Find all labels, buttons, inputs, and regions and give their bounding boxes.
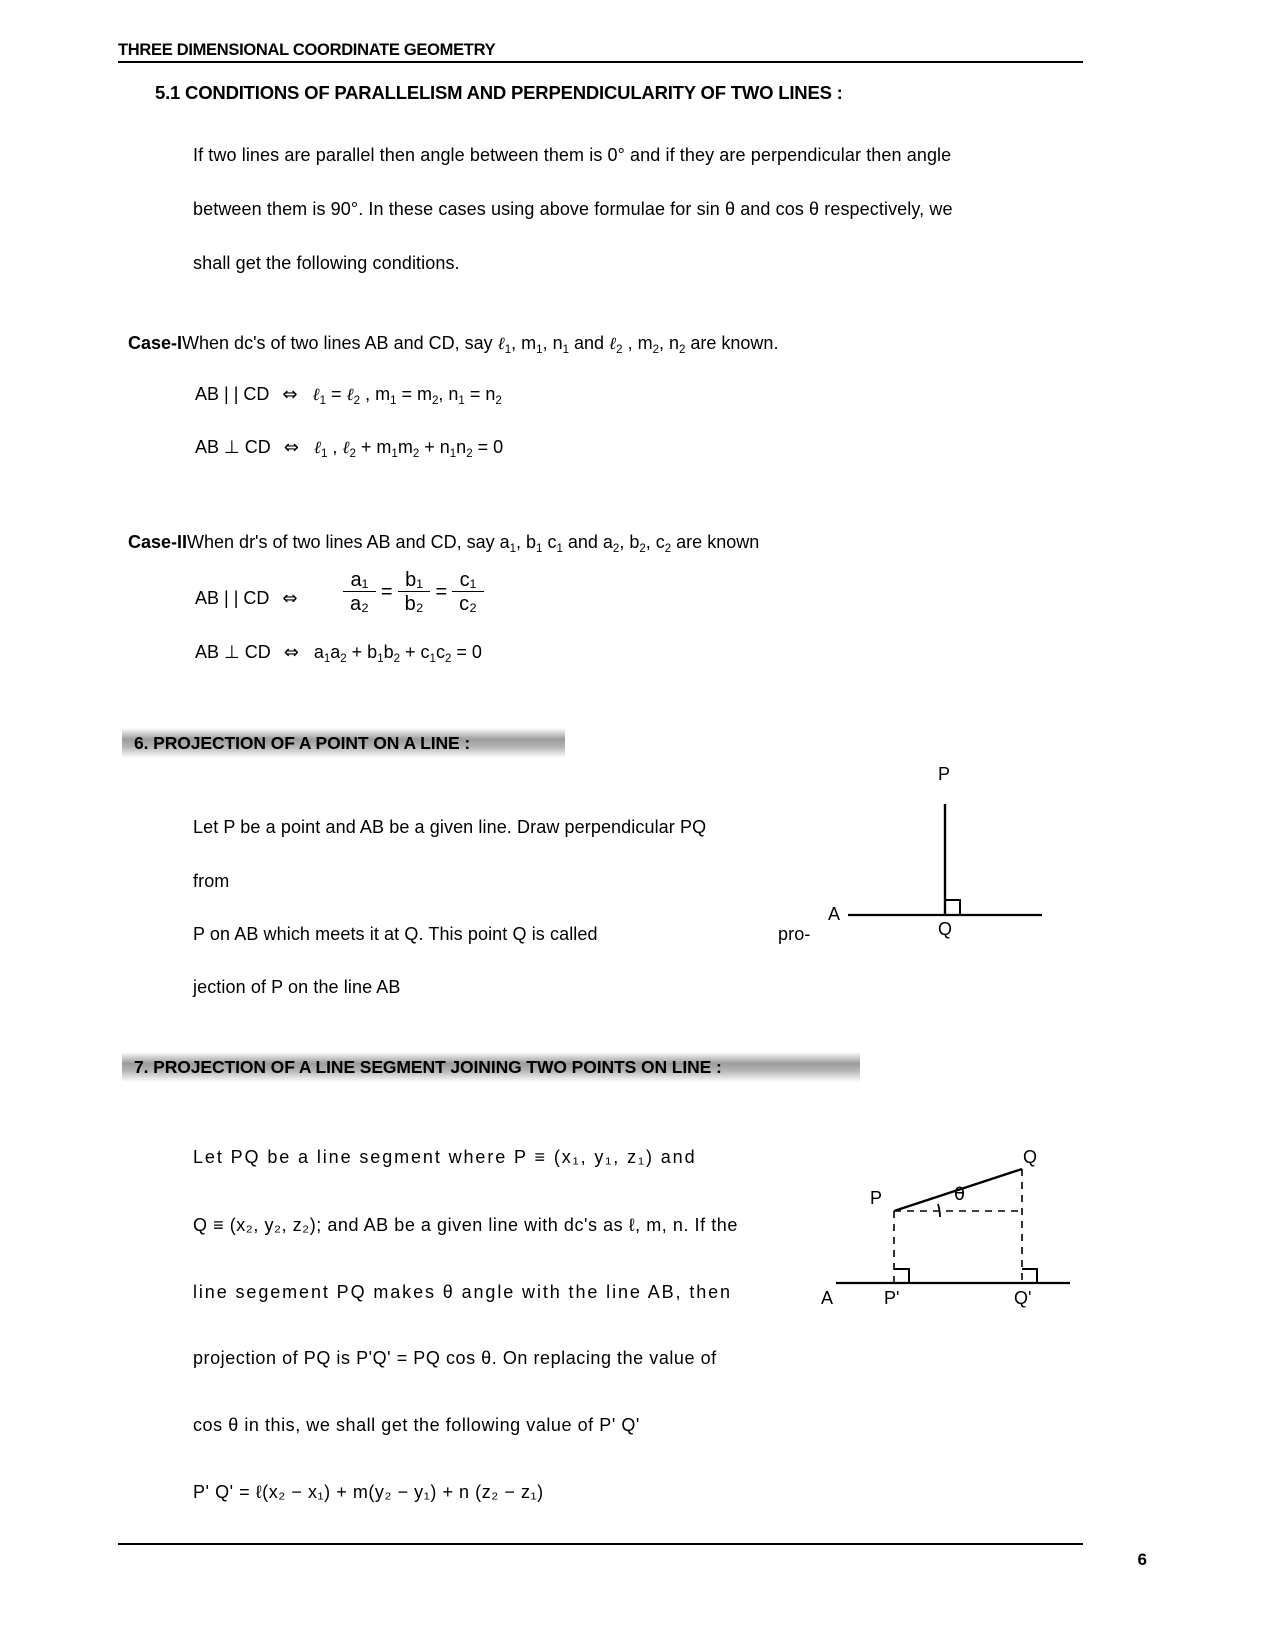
- case-2-label: Case-II: [128, 532, 188, 552]
- section-7-line-6: P' Q' = ℓ(x₂ − x₁) + m(y₂ − y₁) + n (z₂ − z₁): [193, 1482, 544, 1502]
- section-7-band: [122, 1052, 860, 1082]
- case-1-parallel-lhs: AB | | CD: [195, 384, 270, 404]
- figure-segment-projection: [821, 1147, 1076, 1312]
- case-1-perpendicular-lhs: AB ⊥ CD: [195, 437, 271, 457]
- case-2-parallel-lhs: AB | | CD: [195, 588, 270, 608]
- case-1-symbols: ℓ$_1$, $m_1$, $n_1$ and ℓ$_2$ , $m_2$, $n_2$: [497, 333, 686, 356]
- fraction-a-numerator: a₁: [350, 569, 369, 591]
- figure2-label-A: A: [821, 1288, 834, 1308]
- fraction-b: [398, 570, 431, 614]
- case-2-parallel-lhs-wrap: [195, 588, 307, 609]
- section-6-line-2: from: [193, 871, 230, 891]
- case-2-perpendicular-lhs: AB ⊥ CD: [195, 642, 271, 662]
- figure-label-A: A: [828, 904, 841, 924]
- section-6-band: [122, 728, 565, 758]
- case-1-line: [128, 333, 778, 356]
- fraction-b-denominator: b₂: [398, 591, 431, 614]
- right-angle-marker: [945, 900, 960, 915]
- case-1-perpendicular-row: [195, 437, 503, 460]
- fraction-c: [452, 570, 484, 614]
- fraction-c-denominator: c₂: [452, 591, 484, 614]
- section-6-line-1: Let P be a point and AB be a given line. Draw perpendicular PQ: [193, 817, 707, 837]
- iff-icon: ⇔: [283, 642, 299, 663]
- case-2-text-b: are known: [671, 532, 760, 552]
- fraction-b-numerator: b₁: [405, 569, 423, 591]
- fraction-c-numerator: c₁: [459, 569, 477, 591]
- case-2-line: [128, 532, 759, 555]
- case-2-proportion: [340, 570, 487, 614]
- figure2-label-Q: Q: [1023, 1147, 1038, 1167]
- section-6-line-4: jection of P on the line AB: [193, 977, 401, 997]
- case-2-symbols: $a_1$, $b_1$ $c_1$ and $a_2$, $b_2$, $c_2$: [499, 532, 672, 555]
- section-7-line-2: Q ≡ (x₂, y₂, z₂); and AB be a given line with dc's as ℓ, m, n. If the: [193, 1215, 738, 1235]
- case-1-parallel-rhs: ℓ$_1$ = ℓ$_2$ , $m_1 = m_2$, $n_1 = n_2$: [312, 384, 502, 407]
- case-1-parallel-row: [195, 384, 502, 407]
- section-7-line-5: cos θ in this, we shall get the following value of P' Q': [193, 1415, 640, 1435]
- footer-divider: [118, 1543, 1083, 1545]
- running-header-text: THREE DIMENSIONAL COORDINATE GEOMETRY: [118, 41, 496, 59]
- section-6-line-3: P on AB which meets it at Q. This point Q is called: [193, 924, 598, 944]
- section-7-line-4: projection of PQ is P'Q' = PQ cos θ. On replacing the value of: [193, 1348, 717, 1368]
- section-7-title: 7. PROJECTION OF A LINE SEGMENT JOINING TWO POINTS ON LINE :: [134, 1056, 722, 1077]
- heading-5-1: 5.1 CONDITIONS OF PARALLELISM AND PERPENDICULARITY OF TWO LINES :: [155, 82, 843, 103]
- case-2-text-a: When dr's of two lines AB and CD, say: [187, 532, 500, 552]
- paragraph-5-1-line-1: If two lines are parallel then angle between them is 0° and if they are perpendicular then angle: [193, 145, 952, 165]
- running-header: [118, 42, 1083, 63]
- figure-label-Q: Q: [938, 919, 953, 939]
- figure-point-projection: [828, 764, 1060, 942]
- header-divider: [118, 61, 1083, 63]
- fraction-a: [343, 570, 376, 614]
- case-1-perpendicular-rhs: ℓ$_1$ , ℓ$_2$ + $m_1m_2 + n_1n_2 = 0$: [313, 437, 504, 460]
- equals-sign-1: =: [380, 580, 393, 603]
- fraction-a-denominator: a₂: [343, 591, 376, 614]
- figure2-label-P: P: [870, 1188, 883, 1208]
- case-2-perpendicular-rhs: $a_1a_2 + b_1b_2 + c_1c_2 = 0$: [313, 642, 482, 665]
- section-7-line-1: Let PQ be a line segment where P ≡ (x₁, y₁, z₁) and: [193, 1147, 697, 1167]
- right-angle-marker-Pprime: [894, 1269, 909, 1283]
- iff-icon: ⇔: [283, 437, 299, 458]
- paragraph-5-1-line-2: between them is 90°. In these cases using above formulae for sin θ and cos θ respectively, we: [193, 199, 953, 219]
- equals-sign-2: =: [435, 580, 448, 603]
- right-angle-marker-Qprime: [1022, 1269, 1037, 1283]
- figure2-label-Pprime: P': [884, 1288, 900, 1308]
- figure2-label-theta: θ: [954, 1184, 966, 1205]
- case-1-text-a: When dc's of two lines AB and CD, say: [182, 333, 498, 353]
- page-number: 6: [1137, 1550, 1147, 1569]
- iff-icon: ⇔: [282, 384, 298, 405]
- figure-segment-projection-svg: [826, 1152, 1076, 1312]
- case-1-text-b: are known.: [685, 333, 779, 353]
- paragraph-5-1-line-3: shall get the following conditions.: [193, 253, 460, 273]
- case-2-perpendicular-row: [195, 642, 482, 665]
- iff-icon: ⇔: [282, 588, 298, 609]
- section-7-line-3: line segement PQ makes θ angle with the line AB, then: [193, 1282, 732, 1302]
- case-1-label: Case-I: [128, 333, 183, 353]
- section-6-title: 6. PROJECTION OF A POINT ON A LINE :: [134, 732, 471, 753]
- figure-label-P: P: [938, 764, 951, 784]
- figure2-label-Qprime: Q': [1014, 1288, 1032, 1308]
- section-6-line-3-tail: pro-: [778, 924, 811, 944]
- figure-point-projection-svg: [830, 782, 1060, 942]
